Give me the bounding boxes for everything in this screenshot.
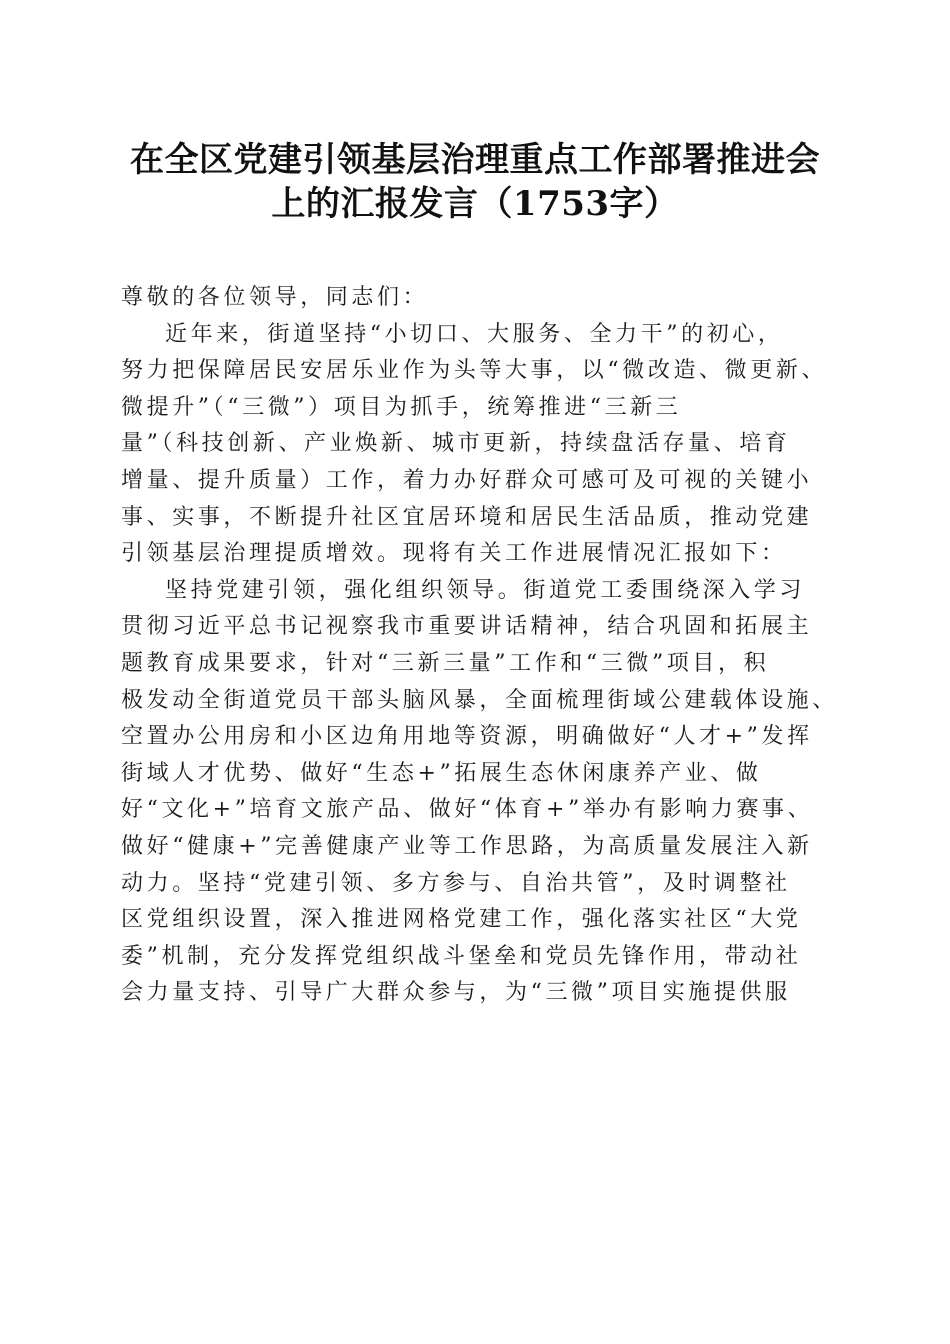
paragraph-1-line: 近年来，街道坚持“小切口、大服务、全力干”的初心， <box>165 321 784 347</box>
paragraph-1-line: 努力把保障居民安居乐业作为头等大事，以“微改造、微更新、 <box>121 358 828 384</box>
title-line-2: 上的汇报发言（1753字） <box>271 184 679 224</box>
paragraph-1-line: 量”（科技创新、产业焕新、城市更新，持续盘活存量、培育 <box>121 431 791 457</box>
paragraph-1-line: 微提升”（“三微”）项目为抓手，统筹推进“三新三 <box>121 394 682 420</box>
paragraph-1-line: 增量、提升质量）工作，着力办好群众可感可及可视的关键小 <box>121 467 813 493</box>
paragraph-1-line: 事、实事，不断提升社区宜居环境和居民生活品质，推动党建 <box>121 504 813 530</box>
paragraph-2-line: 会力量支持、引导广大群众参与，为“三微”项目实施提供服 <box>121 980 791 1006</box>
title-line-1: 在全区党建引领基层治理重点工作部署推进会 <box>130 140 820 180</box>
paragraph-1-line: 引领基层治理提质增效。现将有关工作进展情况汇报如下： <box>121 541 787 567</box>
paragraph-2-line: 委”机制，充分发挥党组织战斗堡垒和党员先锋作用，带动社 <box>121 943 802 969</box>
paragraph-2-line: 区党组织设置，深入推进网格党建工作，强化落实社区“大党 <box>121 907 802 933</box>
paragraph-2-line: 坚持党建引领，强化组织领导。街道党工委围绕深入学习 <box>165 577 806 603</box>
paragraph-2-line: 题教育成果要求，针对“三新三量”工作和“三微”项目，积 <box>121 650 770 676</box>
salutation: 尊敬的各位领导，同志们： <box>121 285 429 310</box>
document-body <box>121 280 838 1012</box>
paragraph-2-line: 做好“健康+”完善健康产业等工作思路，为高质量发展注入新 <box>121 833 813 859</box>
paragraph-2-line: 空置办公用房和小区边角用地等资源，明确做好“人才+”发挥 <box>121 724 813 750</box>
paragraph-2-line: 贯彻习近平总书记视察我市重要讲话精神，结合巩固和拓展主 <box>121 614 813 640</box>
paragraph-2-line: 极发动全街道党员干部头脑风暴，全面梳理街域公建载体设施、 <box>121 687 838 713</box>
paragraph-2-line: 动力。坚持“党建引领、多方参与、自治共管”，及时调整社 <box>121 870 791 896</box>
document-title <box>100 138 850 226</box>
paragraph-2-line: 好“文化+”培育文旅产品、做好“体育+”举办有影响力赛事、 <box>121 797 814 823</box>
paragraph-2-line: 街域人才优势、做好“生态+”拓展生态休闲康养产业、做 <box>121 760 762 786</box>
